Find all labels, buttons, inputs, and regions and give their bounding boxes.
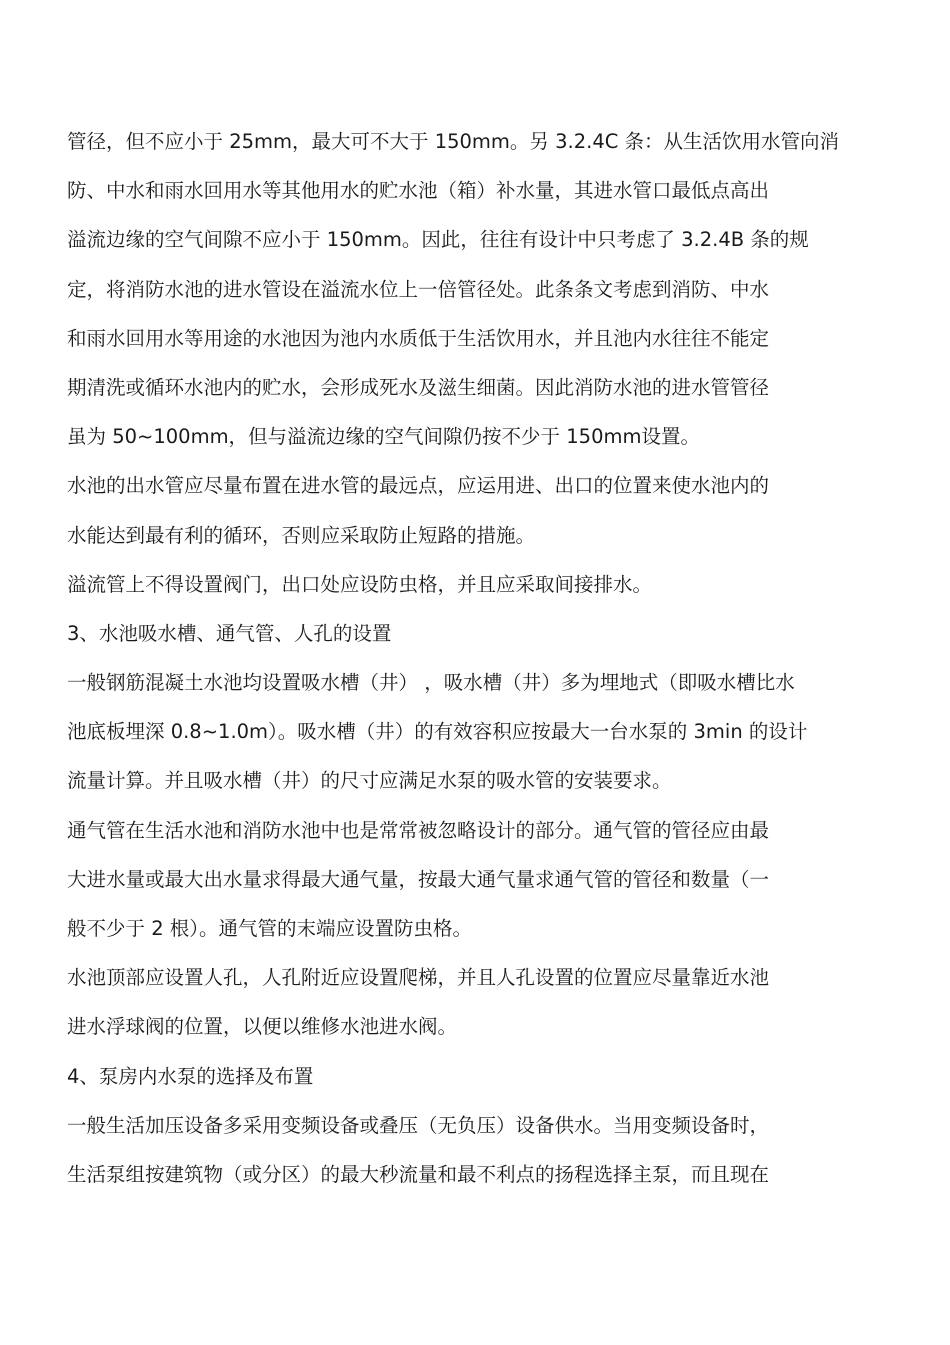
text-line: 水池顶部应设置人孔，人孔附近应设置爬梯，并且人孔设置的位置应尽量靠近水池 [67,966,770,990]
text-line: 通气管在生活水池和消防水池中也是常常被忽略设计的部分。通气管的管径应由最 [67,818,770,842]
text-line: 流量计算。并且吸水槽（井）的尺寸应满足水泵的吸水管的安装要求。 [67,769,672,793]
text-line: 期清洗或循环水池内的贮水，会形成死水及滋生细菌。因此消防水池的进水管管径 [67,375,770,399]
body-text [67,124,887,1206]
text-line: 防、中水和雨水回用水等其他用水的贮水池（箱）补水量，其进水管口最低点高出 [67,179,770,203]
text-line: 管径，但不应小于 25mm，最大可不大于 150mm。另 3.2.4C 条：从生活饮用水管向消 [67,130,840,153]
text-line: 一般生活加压设备多采用变频设备或叠压（无负压）设备供水。当用变频设备时， [67,1113,770,1137]
text-line: 溢流边缘的空气间隙不应小于 150mm。因此，往往有设计中只考虑了 3.2.4B 条的规 [67,228,809,252]
section-heading: 3、水池吸水槽、通气管、人孔的设置 [67,621,392,645]
section-heading: 4、泵房内水泵的选择及布置 [67,1064,314,1088]
text-line: 进水浮球阀的位置，以便以维修水池进水阀。 [67,1015,458,1039]
text-line: 般不少于 2 根）。通气管的末端应设置防虫格。 [67,917,473,940]
text-line: 池底板埋深 0.8~1.0m）。吸水槽（井）的有效容积应按最大一台水泵的 3min 的设计 [67,720,808,744]
text-line: 水池的出水管应尽量布置在进水管的最远点，应运用进、出口的位置来使水池内的 [67,474,770,498]
text-line: 水能达到最有利的循环，否则应采取防止短路的措施。 [67,523,536,547]
text-line: 和雨水回用水等用途的水池因为池内水质低于生活饮用水，并且池内水往往不能定 [67,326,770,350]
text-line: 生活泵组按建筑物（或分区）的最大秒流量和最不利点的扬程选择主泵，而且现在 [67,1162,770,1186]
text-line: 大进水量或最大出水量求得最大通气量，按最大通气量求通气管的管径和数量（一 [67,867,770,891]
text-line: 定，将消防水池的进水管设在溢流水位上一倍管径处。此条条文考虑到消防、中水 [67,277,770,301]
text-line: 虽为 50~100mm，但与溢流边缘的空气间隙仍按不少于 150mm设置。 [67,425,700,449]
text-line: 一般钢筋混凝土水池均设置吸水槽（井） ，吸水槽（井）多为埋地式（即吸水槽比水 [67,671,795,695]
text-line: 溢流管上不得设置阀门，出口处应设防虫格，并且应采取间接排水。 [67,572,653,596]
